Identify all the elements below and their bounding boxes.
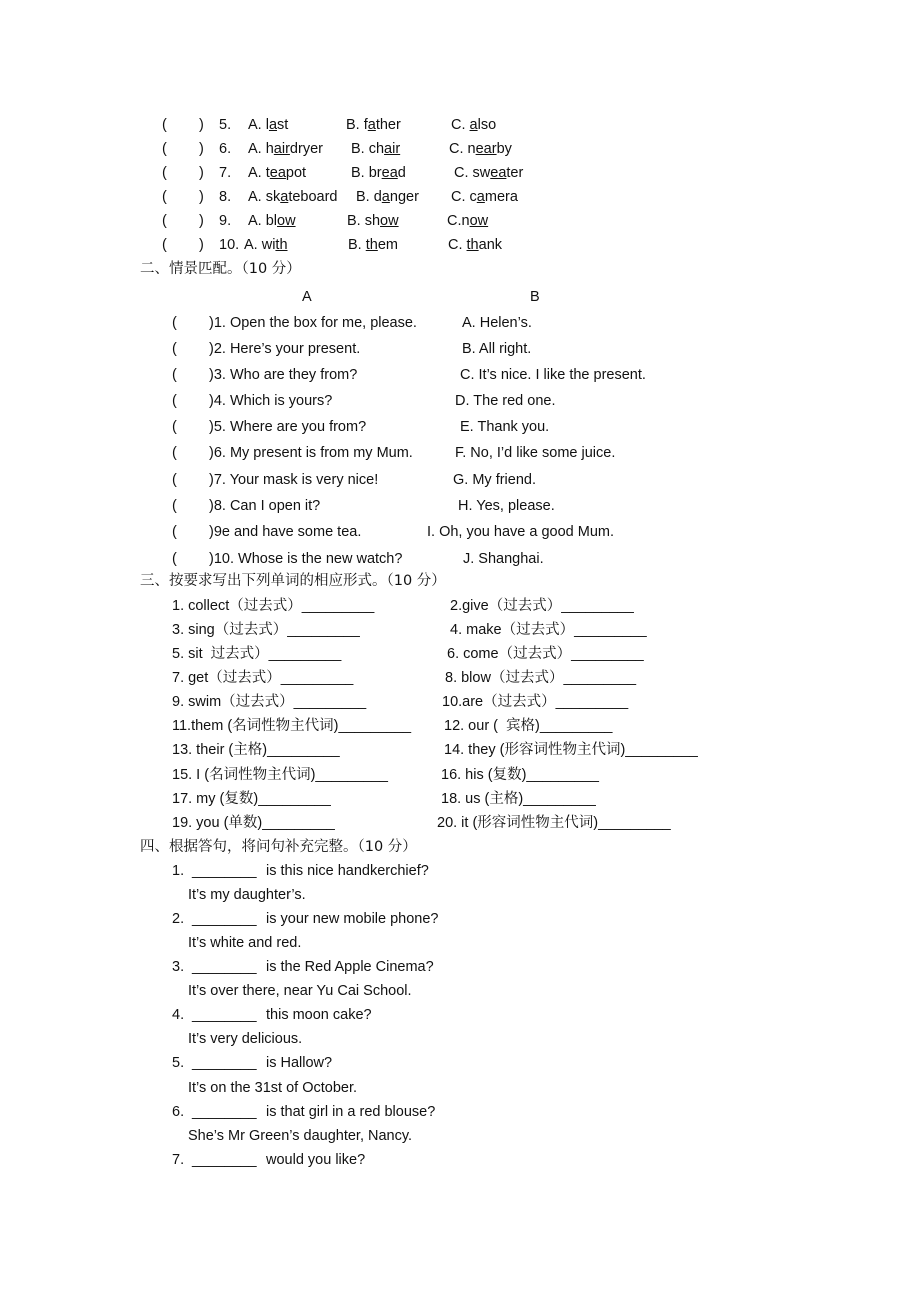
answer-paren: ( xyxy=(172,498,177,514)
answer-blank: ________ xyxy=(192,1007,257,1023)
answer-blank: ________ xyxy=(192,911,257,927)
question-number: 7. xyxy=(219,165,232,181)
answer-paren: ( xyxy=(172,524,177,540)
answer-text: It’s over there, near Yu Cai School. xyxy=(188,983,412,999)
word-form-item: 18. us (主格)_________ xyxy=(441,791,596,807)
question-text: this moon cake? xyxy=(266,1007,372,1023)
question-number: 4. xyxy=(172,1007,185,1023)
match-answer: D. The red one. xyxy=(455,393,556,409)
match-question: )3. Who are they from? xyxy=(209,367,358,383)
option-a: A. blow xyxy=(248,213,296,229)
question-text: would you like? xyxy=(266,1152,366,1168)
option-b: B. bread xyxy=(351,165,406,181)
question-number: 10. xyxy=(219,237,240,253)
question-number: 1. xyxy=(172,863,185,879)
answer-blank: ________ xyxy=(192,863,257,879)
option-c: C. nearby xyxy=(449,141,512,157)
option-a: A. teapot xyxy=(248,165,307,181)
option-a: A. skateboard xyxy=(248,189,338,205)
option-b: B. chair xyxy=(351,141,401,157)
answer-blank: ________ xyxy=(192,1152,257,1168)
word-form-item: 8. blow（过去式）_________ xyxy=(445,670,637,686)
answer-text: It’s white and red. xyxy=(188,935,302,951)
column-b-header: B xyxy=(530,289,540,305)
match-question: )6. My present is from my Mum. xyxy=(209,445,413,461)
match-answer: I. Oh, you have a good Mum. xyxy=(427,524,614,540)
match-answer: G. My friend. xyxy=(453,472,536,488)
question-number: 6. xyxy=(172,1104,185,1120)
word-form-item: 17. my (复数)_________ xyxy=(172,791,331,807)
match-question: )8. Can I open it? xyxy=(209,498,321,514)
question-text: is the Red Apple Cinema? xyxy=(266,959,434,975)
option-b: B. show xyxy=(347,213,399,229)
match-answer: F. No, I’d like some juice. xyxy=(455,445,616,461)
question-text: is this nice handkerchief? xyxy=(266,863,429,879)
word-form-item: 16. his (复数)_________ xyxy=(441,767,599,783)
option-a: A. with xyxy=(244,237,288,253)
answer-paren: ( xyxy=(172,315,177,331)
match-question: )10. Whose is the new watch? xyxy=(209,551,403,567)
match-answer: J. Shanghai. xyxy=(463,551,544,567)
answer-paren: ( ) xyxy=(162,117,204,133)
match-answer: C. It’s nice. I like the present. xyxy=(460,367,646,383)
word-form-item: 13. their (主格)_________ xyxy=(172,742,340,758)
answer-blank: ________ xyxy=(192,959,257,975)
word-form-item: 5. sit 过去式）_________ xyxy=(172,646,342,662)
answer-paren: ( xyxy=(172,341,177,357)
answer-paren: ( ) xyxy=(162,165,204,181)
option-c: C. also xyxy=(451,117,497,133)
question-number: 9. xyxy=(219,213,232,229)
answer-text: It’s on the 31st of October. xyxy=(188,1080,358,1096)
word-form-item: 10.are（过去式）_________ xyxy=(442,694,629,710)
match-question: )2. Here’s your present. xyxy=(209,341,361,357)
word-form-item: 19. you (单数)_________ xyxy=(172,815,335,831)
word-form-item: 15. I (名词性物主代词)_________ xyxy=(172,767,388,783)
question-number: 5. xyxy=(172,1055,185,1071)
answer-blank: ________ xyxy=(192,1055,257,1071)
word-form-item: 14. they (形容词性物主代词)_________ xyxy=(444,742,698,758)
word-form-item: 1. collect（过去式）_________ xyxy=(172,598,375,614)
section-title: 三、按要求写出下列单词的相应形式。（10 分） xyxy=(140,573,446,589)
section-title: 二、情景匹配。（10 分） xyxy=(140,261,301,277)
answer-text: It’s my daughter’s. xyxy=(188,887,306,903)
option-b: B. danger xyxy=(356,189,419,205)
answer-blank: ________ xyxy=(192,1104,257,1120)
question-number: 3. xyxy=(172,959,185,975)
column-a-header: A xyxy=(302,289,312,305)
question-number: 7. xyxy=(172,1152,185,1168)
word-form-item: 12. our ( 宾格)_________ xyxy=(444,718,613,734)
question-number: 2. xyxy=(172,911,185,927)
option-c: C.now xyxy=(447,213,489,229)
question-text: is your new mobile phone? xyxy=(266,911,439,927)
option-b: B. them xyxy=(348,237,398,253)
word-form-item: 3. sing（过去式）_________ xyxy=(172,622,360,638)
match-question: )4. Which is yours? xyxy=(209,393,333,409)
answer-paren: ( xyxy=(172,445,177,461)
answer-paren: ( xyxy=(172,472,177,488)
word-form-item: 9. swim（过去式）_________ xyxy=(172,694,367,710)
word-form-item: 7. get（过去式）_________ xyxy=(172,670,354,686)
answer-text: It’s very delicious. xyxy=(188,1031,303,1047)
match-question: )5. Where are you from? xyxy=(209,419,367,435)
word-form-item: 4. make（过去式）_________ xyxy=(450,622,647,638)
option-c: C. camera xyxy=(451,189,518,205)
word-form-item: 2.give（过去式）_________ xyxy=(450,598,634,614)
match-question: )7. Your mask is very nice! xyxy=(209,472,379,488)
answer-paren: ( ) xyxy=(162,213,204,229)
answer-paren: ( ) xyxy=(162,141,204,157)
match-answer: A. Helen’s. xyxy=(462,315,532,331)
answer-paren: ( ) xyxy=(162,189,204,205)
option-a: A. hairdryer xyxy=(248,141,323,157)
word-form-item: 11.them (名词性物主代词)_________ xyxy=(172,718,412,734)
question-number: 8. xyxy=(219,189,232,205)
option-c: C. sweater xyxy=(454,165,524,181)
match-answer: H. Yes, please. xyxy=(458,498,555,514)
answer-paren: ( xyxy=(172,551,177,567)
answer-text: She’s Mr Green’s daughter, Nancy. xyxy=(188,1128,413,1144)
word-form-item: 20. it (形容词性物主代词)_________ xyxy=(437,815,671,831)
question-text: is Hallow? xyxy=(266,1055,333,1071)
answer-paren: ( ) xyxy=(162,237,204,253)
question-text: is that girl in a red blouse? xyxy=(266,1104,436,1120)
option-a: A. last xyxy=(248,117,289,133)
answer-paren: ( xyxy=(172,393,177,409)
answer-paren: ( xyxy=(172,419,177,435)
match-answer: E. Thank you. xyxy=(460,419,550,435)
match-answer: B. All right. xyxy=(462,341,532,357)
match-question: )9e and have some tea. xyxy=(209,524,362,540)
option-b: B. father xyxy=(346,117,401,133)
question-number: 6. xyxy=(219,141,232,157)
option-c: C. thank xyxy=(448,237,503,253)
match-question: )1. Open the box for me, please. xyxy=(209,315,417,331)
answer-paren: ( xyxy=(172,367,177,383)
section-title: 四、根据答句，将问句补充完整。（10 分） xyxy=(140,839,417,855)
question-number: 5. xyxy=(219,117,232,133)
word-form-item: 6. come（过去式）_________ xyxy=(447,646,644,662)
